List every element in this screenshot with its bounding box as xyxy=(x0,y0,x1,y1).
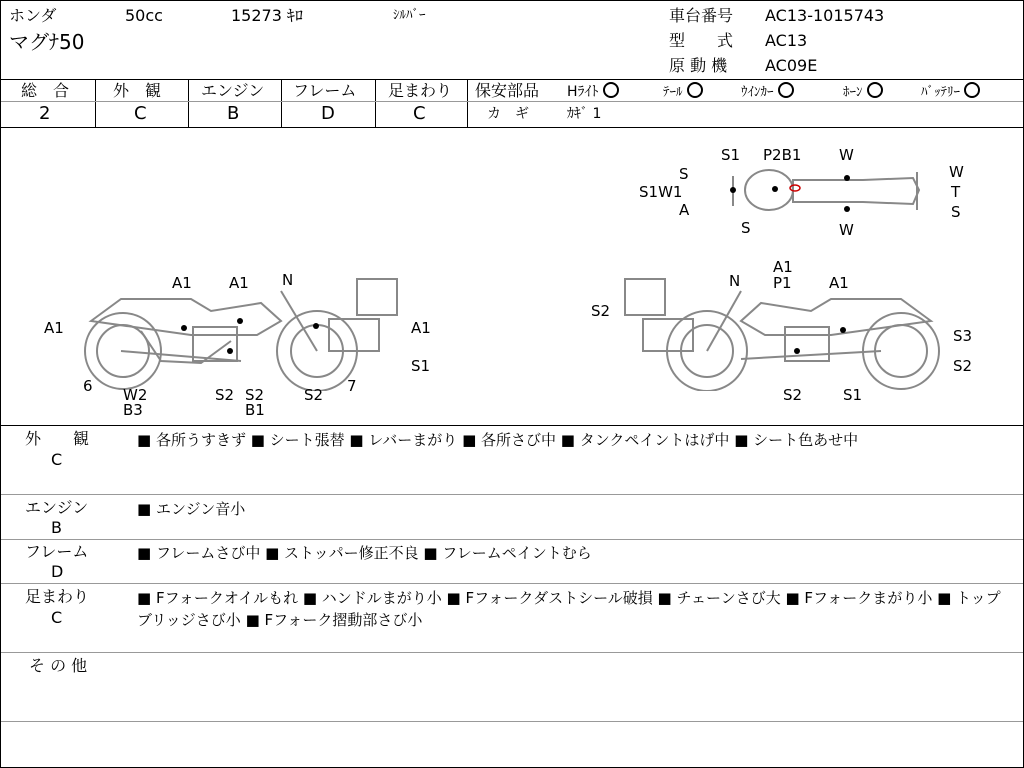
battery-item: ﾊﾞｯﾃﾘｰ xyxy=(921,82,980,102)
safety-label: 保安部品 xyxy=(475,81,540,100)
displacement: 50cc xyxy=(125,6,163,25)
code-label: A1 xyxy=(44,319,64,337)
code-label: A xyxy=(679,201,690,219)
code-label: A1 xyxy=(411,319,431,337)
frame-grade: D xyxy=(321,103,335,124)
code-label: T xyxy=(951,183,961,201)
headlight-item: Hﾗｲﾄ xyxy=(567,82,619,101)
winker-item: ｳｲﾝｶｰ xyxy=(741,82,794,102)
ok-circle-icon xyxy=(603,82,619,98)
code-label: W xyxy=(839,146,854,164)
code-label: B3 xyxy=(123,401,143,419)
maker: ホンダ xyxy=(9,6,57,25)
detail-frame-text: ■ フレームさび中 ■ ストッパー修正不良 ■ フレームペイントむら xyxy=(137,544,592,562)
engine-model: AC09E xyxy=(765,56,818,75)
ok-circle-icon xyxy=(867,82,883,98)
color: ｼﾙﾊﾞｰ xyxy=(393,8,426,23)
mileage: 15273 ｷﾛ xyxy=(231,6,303,25)
code-label: S2 xyxy=(304,386,324,404)
code-label: W2 xyxy=(123,386,148,404)
horn-item: ﾎｰﾝ xyxy=(843,82,883,102)
detail-engine-text: ■ エンジン音小 xyxy=(137,500,246,518)
code-label: S xyxy=(741,219,751,237)
code-label: A1 xyxy=(172,274,192,292)
engine-model-label: 原 動 機 xyxy=(669,56,728,75)
key-value: ｶｷﾞ 1 xyxy=(567,106,602,122)
code-label: B1 xyxy=(245,401,265,419)
type-value: AC13 xyxy=(765,31,808,50)
detail-engine-label: エンジン xyxy=(25,498,89,517)
code-label: S1 xyxy=(843,386,863,404)
detail-exterior-label: 外 観 xyxy=(25,429,90,448)
detail-exterior-text: ■ 各所うすきず ■ シート張替 ■ レバーまがり ■ 各所さび中 ■ タンクペイントはげ中 ■ シート色あせ中 xyxy=(137,431,859,449)
code-label: W xyxy=(949,163,964,181)
code-label: 6 xyxy=(83,377,93,395)
code-label: P1 xyxy=(773,274,792,292)
code-label: S xyxy=(951,203,961,221)
ok-circle-icon xyxy=(964,82,980,98)
ok-circle-icon xyxy=(778,82,794,98)
detail-frame-grade: D xyxy=(51,562,64,581)
detail-suspension-text: ■ Fフォークオイルもれ ■ ハンドルまがり小 ■ Fフォークダストシール破損 ■ チェーンさび大 ■ Fフォークまがり小 ■ トップブリッジさび小 ■ Fフォーク摺動部さび小 xyxy=(137,589,1001,629)
code-label: N xyxy=(729,272,741,290)
ok-circle-icon xyxy=(687,82,703,98)
tail-item: ﾃｰﾙ xyxy=(663,82,703,102)
detail-engine-grade: B xyxy=(51,518,62,537)
top-view-bike-diagram xyxy=(713,166,943,216)
code-label: S1 xyxy=(721,146,741,164)
engine-grade: B xyxy=(227,103,240,124)
model-name: マグﾅ50 xyxy=(9,30,85,54)
code-label: S2 xyxy=(783,386,803,404)
detail-other-label: そ の 他 xyxy=(29,656,88,675)
frame-no-label: 車台番号 xyxy=(669,6,734,25)
frame-no: AC13-1015743 xyxy=(765,6,885,25)
code-label: S1 xyxy=(411,357,431,375)
key-label: カ ギ xyxy=(487,106,529,122)
overall-label: 総 合 xyxy=(21,81,70,100)
code-label: S1W1 xyxy=(639,183,683,201)
suspension-label: 足まわり xyxy=(388,81,453,100)
code-label: S2 xyxy=(591,302,611,320)
overall-grade: 2 xyxy=(39,103,51,124)
frame-label: フレーム xyxy=(293,81,357,100)
code-label: S2 xyxy=(953,357,973,375)
code-label: N xyxy=(282,271,294,289)
suspension-grade: C xyxy=(413,103,426,124)
code-label: P2B1 xyxy=(763,146,802,164)
code-label: W xyxy=(839,221,854,239)
detail-suspension-label: 足まわり xyxy=(25,587,90,606)
engine-label: エンジン xyxy=(201,81,265,100)
exterior-grade: C xyxy=(134,103,147,124)
code-label: 7 xyxy=(347,377,357,395)
type-label: 型 式 xyxy=(669,31,734,50)
code-label: S2 xyxy=(245,386,265,404)
detail-suspension-grade: C xyxy=(51,608,63,627)
code-label: A1 xyxy=(229,274,249,292)
code-label: S3 xyxy=(953,327,973,345)
exterior-label: 外 観 xyxy=(113,81,162,100)
code-label: S xyxy=(679,165,689,183)
code-label: A1 xyxy=(773,258,793,276)
detail-frame-label: フレーム xyxy=(25,542,89,561)
code-label: A1 xyxy=(829,274,849,292)
detail-exterior-grade: C xyxy=(51,450,63,469)
code-label: S2 xyxy=(215,386,235,404)
